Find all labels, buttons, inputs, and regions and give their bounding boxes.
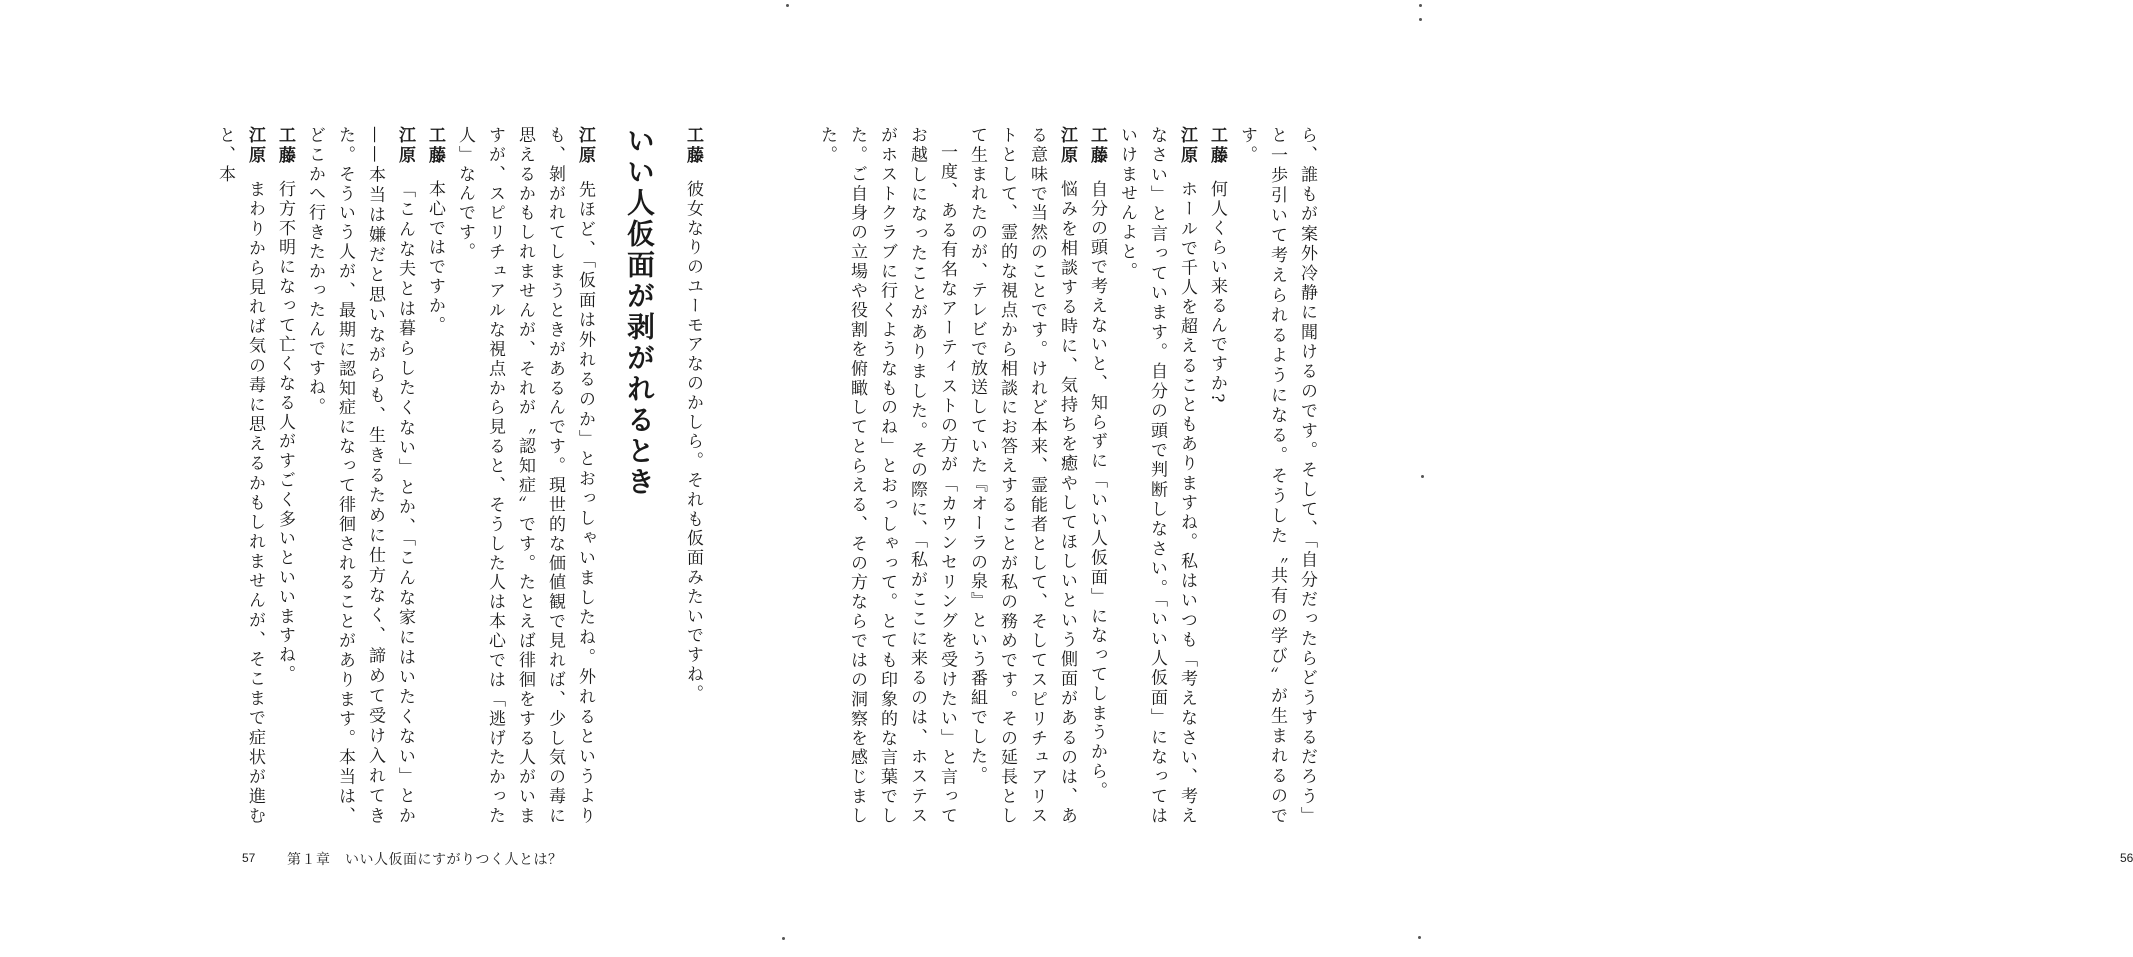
- page-number: 57: [242, 851, 256, 865]
- speaker-label: 工藤: [1087, 126, 1107, 166]
- speaker-label: 江原: [575, 126, 595, 166]
- running-head: 第１章 いい人仮面にすがりつく人とは？: [287, 851, 563, 867]
- speaker-label: 工藤: [425, 126, 445, 166]
- paragraph-text: ホールで千人を超えることもありますね。私はいつも「考えなさい、考えなさい」と言っています。自分の頭で判断しなさい。「いい人仮面」になってはいけませんよと。: [1117, 126, 1197, 826]
- paragraph-text: 自分の頭で考えないと、知らずに「いい人仮面」になってしまうから。: [1087, 180, 1107, 801]
- paragraph-text: 一度、ある有名なアーティストの方が「カウンセリングを受けたい」と言ってお越しになったことがありました。その際に、「私がここに来るのは、ホステスがホストクラブに行くようなものね」とおっしゃって。とても印象的な言葉でした。ご自身の立場や役割を俯瞰してとらえる、その方ならではの洞察を感じました。: [817, 126, 957, 826]
- paragraph: [270, 126, 300, 826]
- paragraph: [210, 126, 270, 826]
- left-page-body: [215, 126, 708, 826]
- left-paragraphs: [210, 126, 600, 826]
- speaker-label: 江原: [1177, 126, 1197, 166]
- paragraph-text: 悩みを相談する時に、気持ちを癒やしてほしいという側面があるのは、ある意味で当然のことです。けれど本来、霊能者として、そしてスピリチュアリストとして、霊的な視点から相談にお答えすることが私の務めです。その延長として生まれたのが、テレビで放送していた『オーラの泉』という番組でした。: [967, 126, 1077, 826]
- paragraph-text: 本心ではですか。: [425, 180, 445, 336]
- paragraph: [450, 126, 600, 826]
- paragraph-text: 先ほど、「仮面は外れるのか」とおっしゃいましたね。外れるというよりも、剝がれてしまうときがあるんです。現世的な価値観で見れば、少し気の毒に思えるかもしれませんが、それが〝認知症〟です。たとえば徘徊をする人がいますが、スピリチュアルな視点から見ると、そうした人は本心では「逃げたかった人」なんです。: [455, 126, 595, 826]
- speaker-label: 江原: [395, 126, 415, 166]
- section-heading: いい人仮面が剥がれるとき: [623, 126, 656, 498]
- paragraph: [812, 126, 962, 826]
- speaker-label: 江原: [245, 126, 265, 166]
- paragraph-text: ら、誰もが案外冷静に聞けるのです。そして、「自分だったらどうするだろう」と一歩引いて考えられるようになる。そうした〝共有の学び〟が生まれるのです。: [1237, 126, 1317, 826]
- lead-paragraph: [678, 126, 708, 826]
- right-page: [800, 0, 2133, 957]
- speaker-label: 工藤: [683, 126, 703, 166]
- paragraph-text: 彼女なりのユーモアなのかしら。それも仮面みたいですね。: [683, 180, 703, 704]
- page-number: 56: [2120, 851, 2133, 865]
- crop-mark: [782, 937, 785, 940]
- crop-mark: [1419, 4, 1422, 7]
- speaker-label: 工藤: [275, 126, 295, 166]
- paragraph-text: 行方不明になって亡くなる人がすごく多いといいますね。: [275, 180, 295, 685]
- paragraph: [1112, 126, 1202, 826]
- paragraph-text: 「こんな夫とは暮らしたくない」とか、「こんな家にはいたくない」とか——本当は嫌だと思いながらも、生きるために仕方なく、諦めて受け入れてきた。そういう人が、最期に認知症になって徘徊されることがあります。本当は、どこかへ行きたかったんですね。: [305, 126, 415, 826]
- paragraph: [1082, 126, 1112, 826]
- left-page: [0, 0, 800, 957]
- crop-mark: [1419, 18, 1422, 21]
- paragraph: [1232, 126, 1322, 826]
- paragraph: [300, 126, 420, 826]
- speaker-label: 江原: [1057, 126, 1077, 166]
- speaker-label: 工藤: [1207, 126, 1227, 166]
- paragraph: [962, 126, 1082, 826]
- crop-mark: [1418, 936, 1421, 939]
- paragraph: [1202, 126, 1232, 826]
- crop-mark: [786, 4, 789, 7]
- right-page-body: [817, 126, 1322, 826]
- crop-mark: [1421, 475, 1424, 478]
- paragraph: [420, 126, 450, 826]
- paragraph-text: まわりから見れば気の毒に思えるかもしれませんが、そこまで症状が進むと、本: [215, 126, 265, 826]
- paragraph-text: 何人くらい来るんですか?: [1207, 180, 1227, 405]
